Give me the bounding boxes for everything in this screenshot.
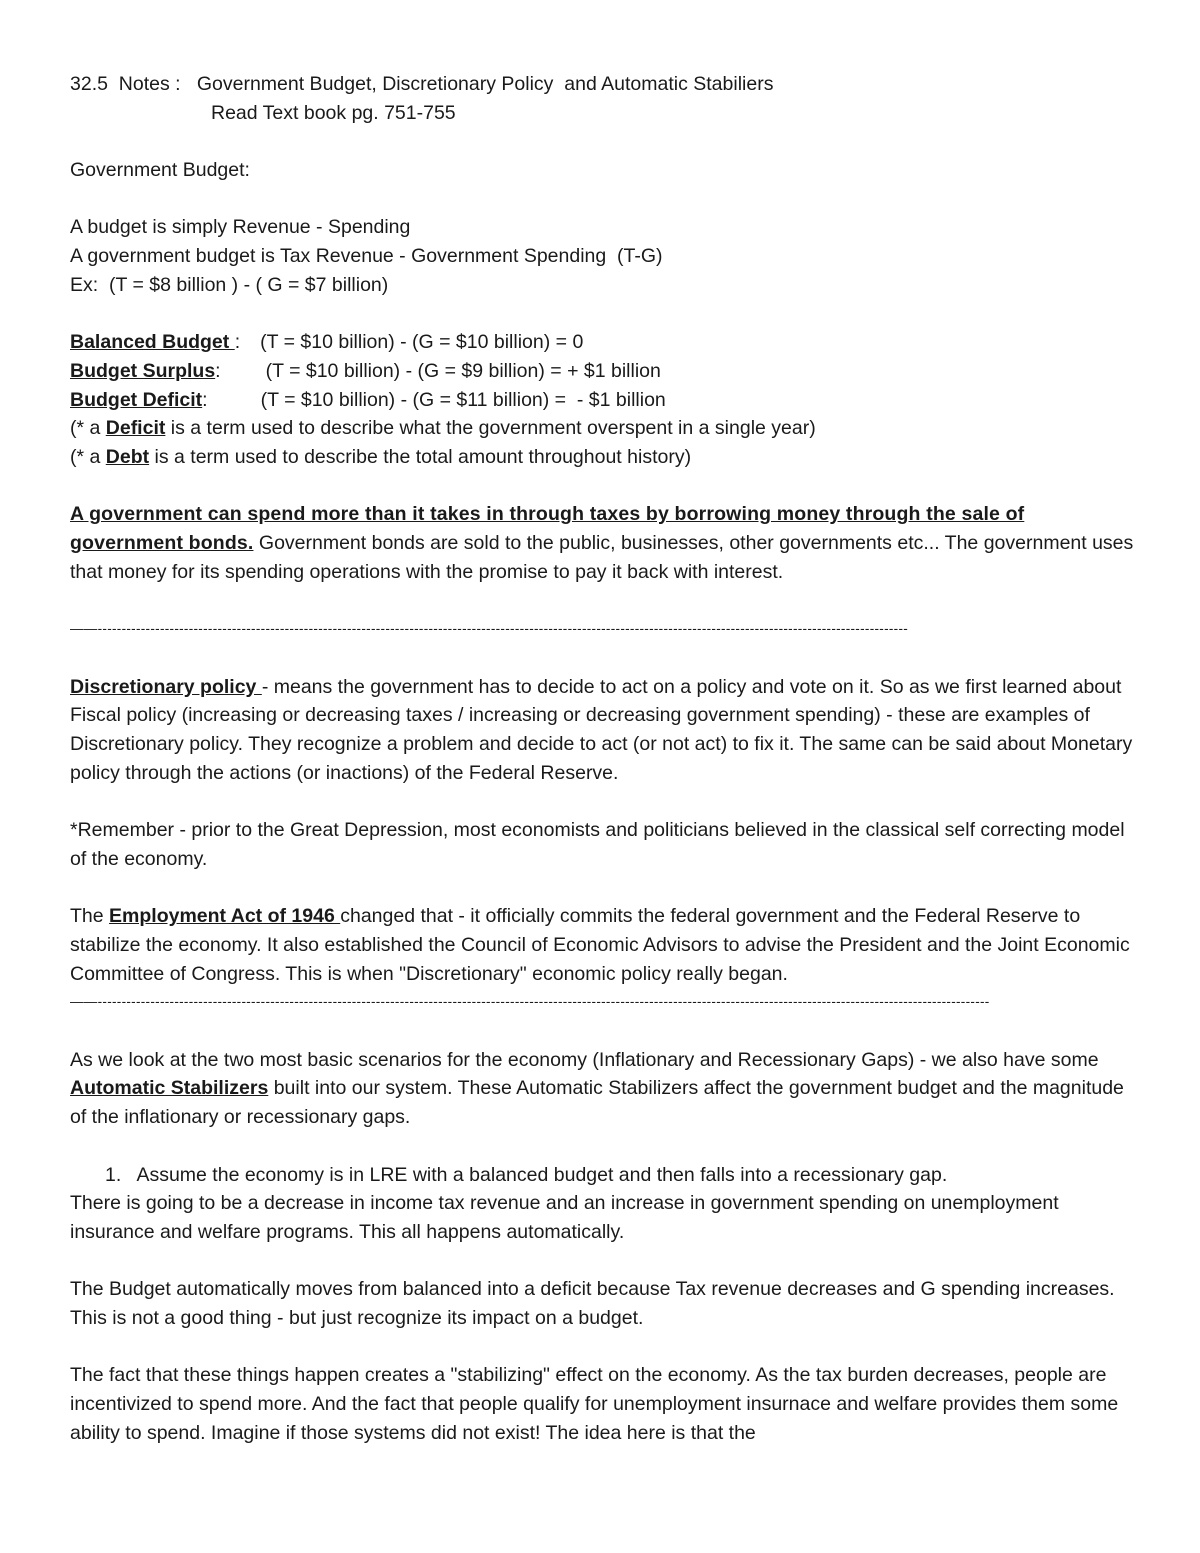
bonds-explanation: Government bonds are sold to the public, businesses, other governments etc... The government uses that money for its spending operations with the promise to pay it back with interest.: [70, 532, 1134, 583]
stabilizers-paragraph: As we look at the two most basic scenarios for the economy (Inflationary and Recessionary Gaps) - we also have some Automatic Stabilizers built into our system. These Automatic Stabilizers affect the government budget and the magnitude of the inflationary or recessionary gaps.: [70, 1048, 1124, 1129]
employment-act-text: changed that - it officially commits the federal government and the Federal Reserve to stabilize the economy. It also established the Council of Economic Advisors to advise the President and the Joint Economic Committee of Congress. This is when "Discretionary" economic policy really began.: [70, 905, 1130, 985]
budget-surplus-line: Budget Surplus: (T = $10 billion) - (G = $9 billion) = + $1 billion: [70, 359, 661, 382]
term-employment-act: Employment Act of 1946: [109, 905, 341, 928]
stabilizers-text: built into our system. These Automatic Stabilizers affect the government budget and the magnitude of the inflationary or recessionary gaps.: [70, 1077, 1124, 1129]
list-item-text: Assume the economy is in LRE with a balanced budget and then falls into a recessionary gap.: [136, 1163, 948, 1186]
budget-definition: A budget is simply Revenue - Spending: [70, 216, 411, 239]
term-budget-surplus: Budget Surplus: [70, 359, 216, 382]
balanced-budget-line: Balanced Budget : (T = $10 billion) - (G = $10 billion) = 0: [70, 331, 584, 354]
discretionary-text: - means the government has to decide to act on a policy and vote on it. So as we first learned about Fiscal policy (increasing or decreasing taxes / increasing or decreasing government spending) - these are examples of Discretionary policy. They recognize a problem and decide to act (or not act) to fix it. The same can be said about Monetary policy through the actions (or inactions) of the Federal Reserve.: [70, 675, 1133, 784]
budget-example: Ex: (T = $8 billion ) - ( G = $7 billion): [70, 273, 389, 296]
term-deficit: Deficit: [105, 417, 166, 440]
note-number: 32.5 Notes :: [70, 73, 181, 95]
page-title: Government Budget, Discretionary Policy and Automatic Stabiliers: [196, 73, 774, 95]
term-budget-deficit: Budget Deficit: [70, 388, 203, 411]
term-automatic-stabilizers: Automatic Stabilizers: [70, 1077, 269, 1100]
borrowing-paragraph: [70, 500, 1140, 586]
borrowing-statement: A government can spend more than it takes in through taxes by borrowing money through the sale of government bonds.: [70, 503, 1025, 555]
section-divider: ——------------------------------------------------------------------------------------------------------------------------------------------------------------------------------------------: [70, 994, 990, 1010]
section-heading-budget: Government Budget:: [70, 159, 250, 182]
term-discretionary-policy: Discretionary policy: [70, 675, 262, 698]
reading-assignment: Read Text book pg. 751-755: [211, 101, 456, 124]
deficit-note: (* a Deficit is a term used to describe what the government overspent in a single year): [70, 417, 816, 440]
balanced-equation: (T = $10 billion) - (G = $10 billion) = 0: [260, 331, 584, 354]
list-item: [70, 1161, 1140, 1190]
debt-note: (* a Debt is a term used to describe the total amount throughout history): [70, 446, 692, 469]
budget-deficit-explanation: The Budget automatically moves from balanced into a deficit because Tax revenue decreases and G spending increases. This is not a good thing - but just recognize its impact on a budget.: [70, 1278, 1115, 1330]
recessionary-gap-explanation: There is going to be a decrease in income tax revenue and an increase in government spending on unemployment insurance and welfare programs. This all happens automatically.: [70, 1192, 1059, 1243]
remember-paragraph: *Remember - prior to the Great Depression, most economists and politicians believed in the classical self correcting model of the economy.: [70, 819, 1125, 870]
discretionary-paragraph: [70, 673, 1140, 788]
surplus-equation: (T = $10 billion) - (G = $9 billion) = + $1 billion: [265, 359, 661, 382]
section-divider: ——-------------------------------------------------------------------------------------------------------------------------------------------------------------------------: [70, 621, 909, 637]
term-debt: Debt: [105, 446, 150, 469]
header-line: [70, 70, 1140, 99]
term-balanced-budget: Balanced Budget: [70, 331, 235, 354]
deficit-equation: (T = $10 billion) - (G = $11 billion) = - $1 billion: [260, 388, 666, 411]
employment-act-paragraph: The Employment Act of 1946 changed that - it officially commits the federal government and the Federal Reserve to stabilize the economy. It also established the Council of Economic Advisors to advise the President and the Joint Economic Committee of Congress. This is when "Discretionary" economic policy really began.: [70, 905, 1130, 985]
budget-deficit-line: Budget Deficit: (T = $10 billion) - (G = $11 billion) = - $1 billion: [70, 388, 666, 411]
list-marker: 1.: [105, 1163, 122, 1186]
notes-page: [70, 70, 1140, 1448]
government-budget-definition: A government budget is Tax Revenue - Government Spending (T-G): [70, 245, 663, 268]
stabilizing-effect-paragraph: The fact that these things happen creates a "stabilizing" effect on the economy. As the tax burden decreases, people are incentivized to spend more. And the fact that people qualify for unemployment insurnace and welfare provides them some ability to spend. Imagine if those systems did not exist! The idea here is that the: [70, 1364, 1119, 1444]
